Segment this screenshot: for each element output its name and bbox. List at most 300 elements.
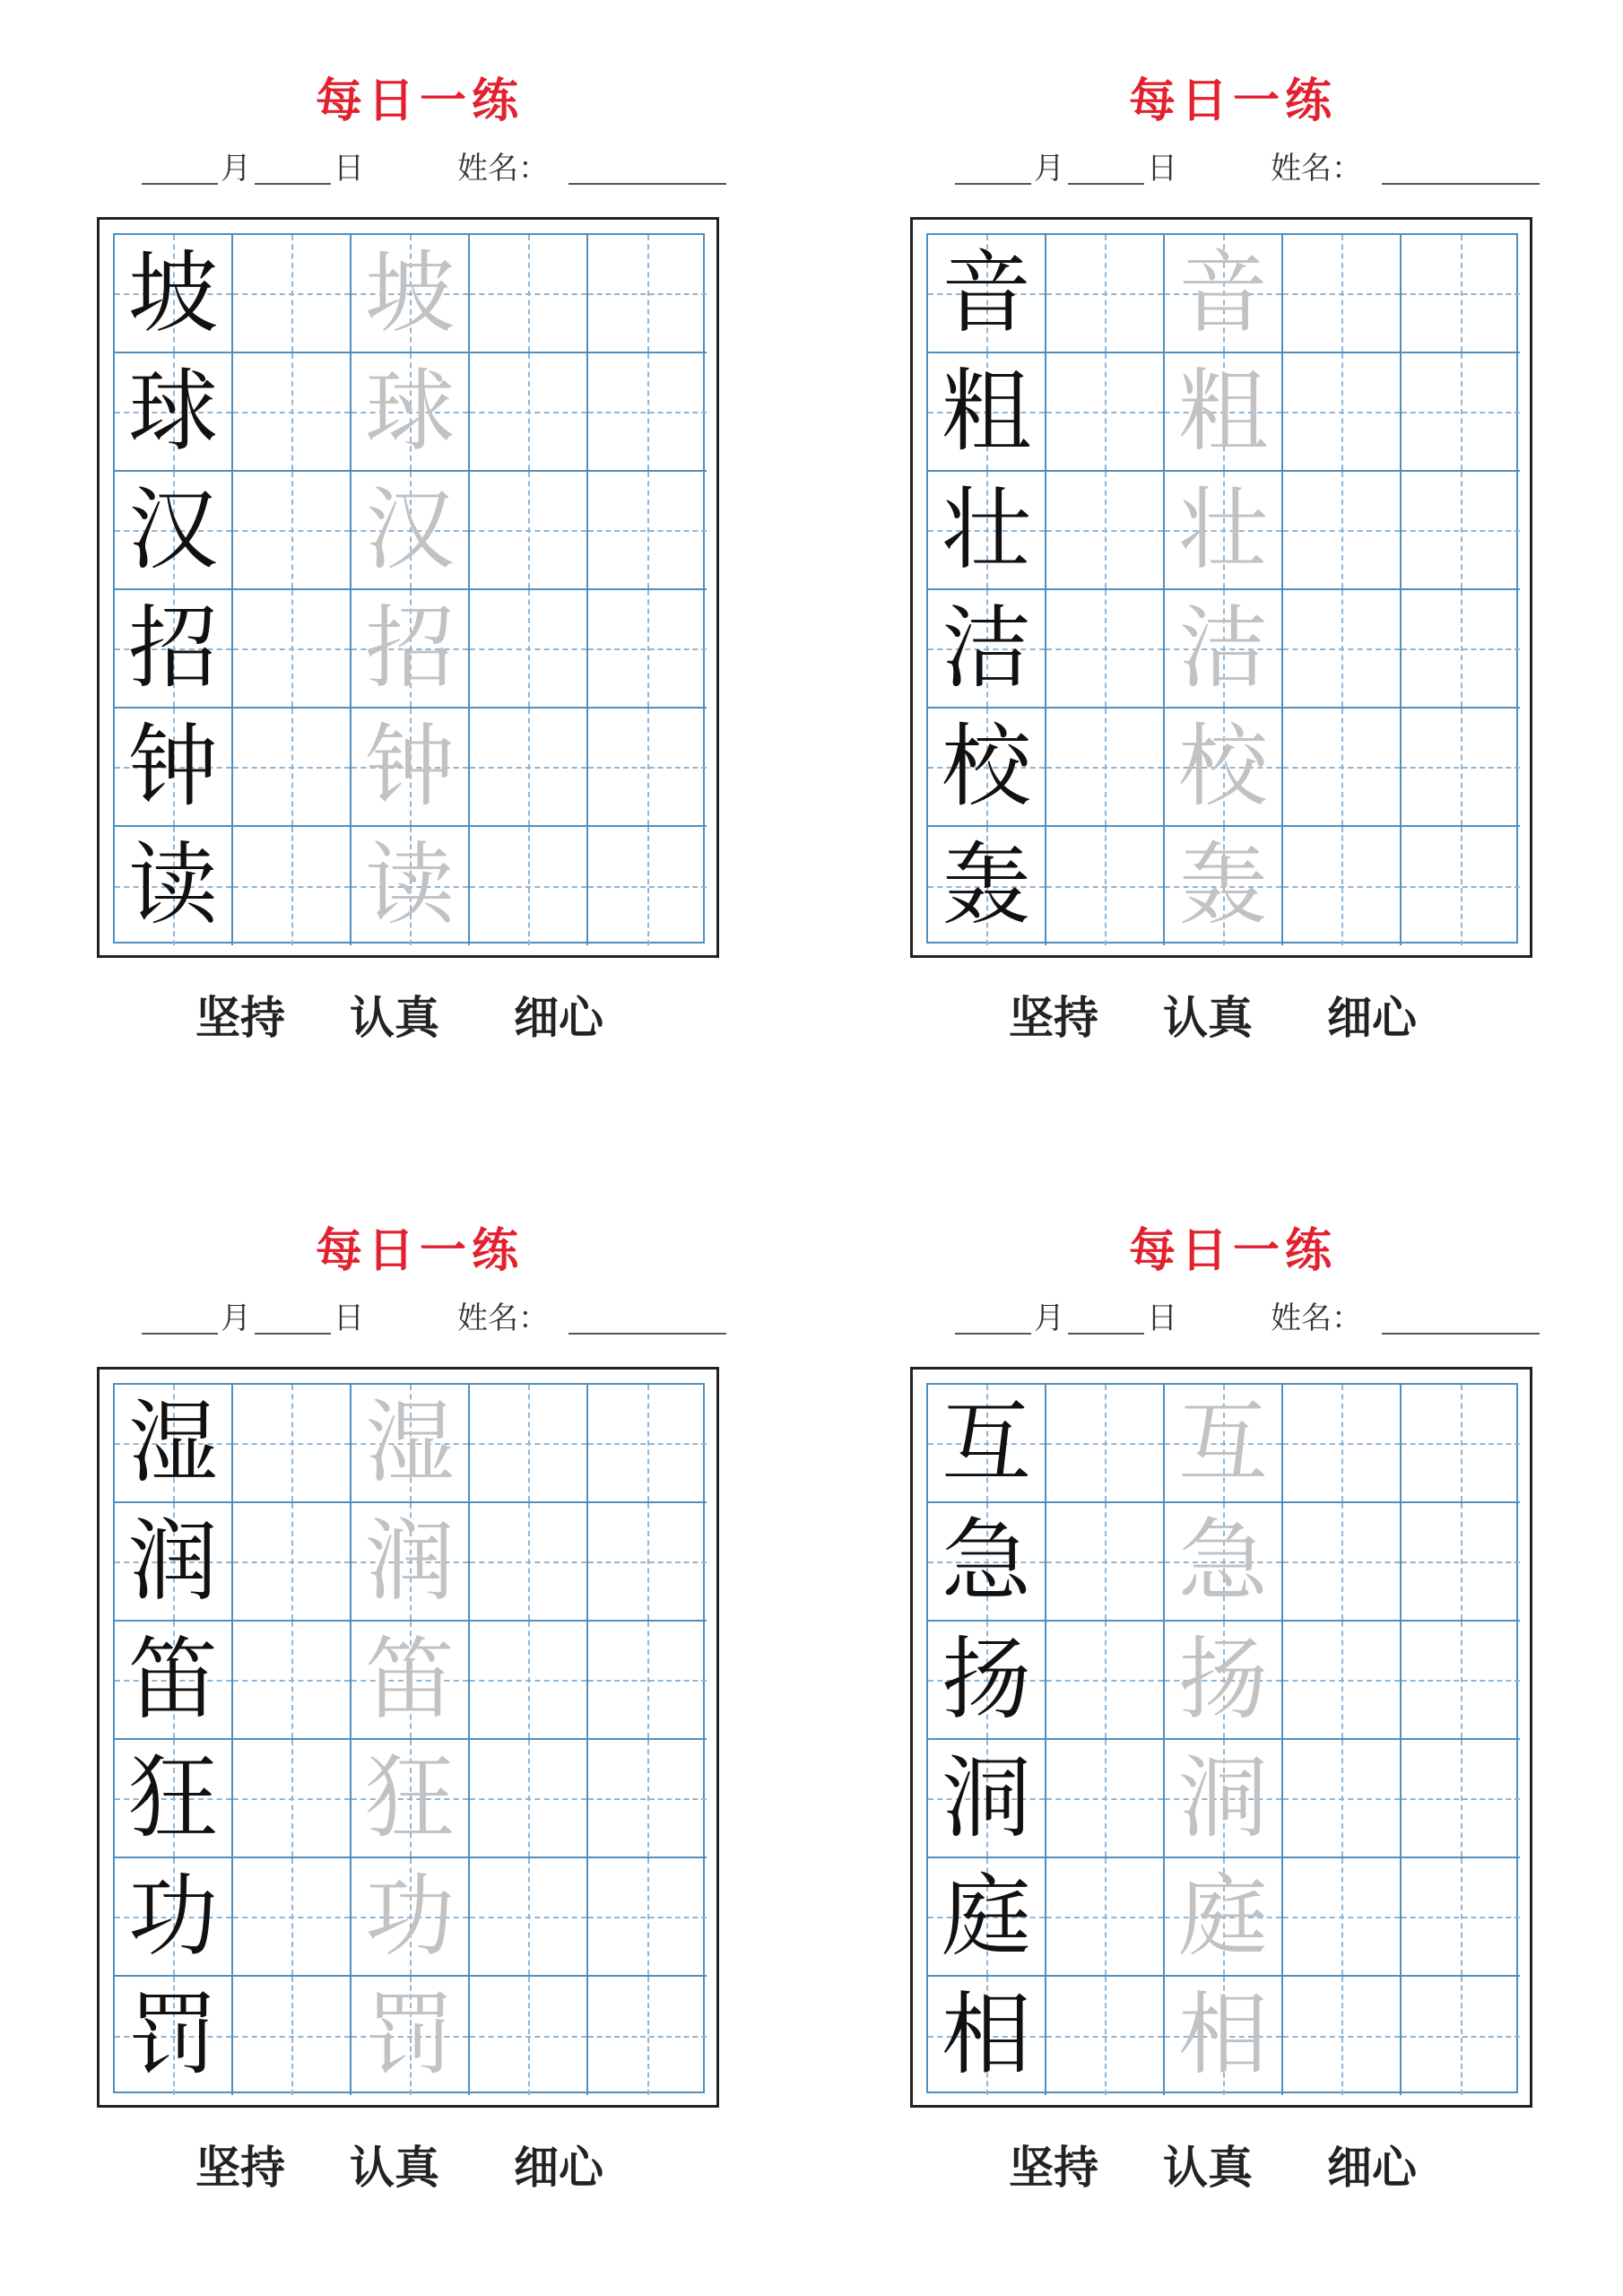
grid-cell[interactable] [928,590,1046,709]
grid-cell[interactable] [1283,235,1402,353]
motto-word: 坚持 [195,991,285,1044]
tianzige-grid [113,1383,705,2093]
trace-character: 罚 [365,1982,455,2087]
grid-cell[interactable] [115,1622,233,1740]
grid-cell[interactable] [1283,1385,1402,1503]
grid-cell[interactable] [928,353,1046,472]
trace-character: 音 [1178,240,1268,345]
dashed-guide-horizontal [1283,1798,1400,1800]
grid-cell[interactable] [1046,1740,1165,1858]
grid-cell[interactable] [1046,709,1165,827]
dashed-guide-horizontal [1402,2036,1520,2038]
dashed-guide-horizontal [1046,1680,1163,1682]
trace-character: 钟 [365,714,455,819]
dashed-guide-horizontal [470,293,586,295]
dashed-guide-horizontal [233,886,350,888]
grid-cell[interactable] [115,1740,233,1858]
model-character: 润 [128,1509,218,1613]
grid-cell[interactable] [1283,1858,1402,1977]
dashed-guide-horizontal [1402,293,1520,295]
trace-character: 轰 [1178,832,1268,937]
trace-character: 球 [365,359,455,464]
grid-cell[interactable] [115,1503,233,1622]
model-character: 相 [942,1982,1031,2087]
grid-cell[interactable] [470,235,588,353]
grid-cell[interactable] [115,709,233,827]
model-character: 校 [942,714,1031,819]
dashed-guide-horizontal [588,530,707,532]
grid-cell[interactable] [115,827,233,945]
day-label: 日 [334,1300,364,1336]
grid-frame [97,217,719,958]
grid-cell[interactable] [588,709,707,827]
dashed-guide-horizontal [1046,1798,1163,1800]
grid-cell[interactable] [928,1503,1046,1622]
dashed-guide-horizontal [1283,767,1400,769]
dashed-guide-horizontal [1283,412,1400,413]
trace-character: 读 [365,832,455,937]
trace-character: 坡 [365,240,455,345]
model-character: 壮 [942,477,1031,582]
grid-cell[interactable] [233,1503,352,1622]
grid-cell[interactable] [1046,353,1165,472]
day-label: 日 [334,151,364,187]
trace-character: 壮 [1178,477,1268,582]
grid-cell[interactable] [352,827,470,945]
practice-sheet [910,1150,1556,2262]
motto-line [910,987,1532,1049]
grid-cell[interactable] [1402,353,1520,472]
grid-cell[interactable] [470,1622,588,1740]
trace-character: 狂 [365,1745,455,1850]
grid-cell[interactable] [588,1977,707,2095]
motto-word: 坚持 [195,2141,285,2194]
month-label: 月 [221,1300,251,1336]
grid-cell[interactable] [1283,1740,1402,1858]
grid-cell[interactable] [1046,1503,1165,1622]
grid-cell[interactable] [1283,590,1402,709]
grid-cell[interactable] [588,1858,707,1977]
grid-cell[interactable] [1283,709,1402,827]
model-character: 庭 [942,1864,1031,1969]
grid-cell[interactable] [1165,709,1283,827]
dashed-guide-horizontal [1402,1680,1520,1682]
month-label: 月 [1034,151,1064,187]
grid-cell[interactable] [1165,1977,1283,2095]
grid-cell[interactable] [1046,472,1165,590]
grid-cell[interactable] [233,353,352,472]
model-character: 读 [128,832,218,937]
dashed-guide-horizontal [1046,1443,1163,1445]
day-blank[interactable] [1068,1331,1144,1335]
dashed-guide-horizontal [470,1561,586,1563]
trace-character: 笛 [365,1627,455,1732]
grid-cell[interactable] [1402,709,1520,827]
dashed-guide-horizontal [1046,2036,1163,2038]
model-character: 笛 [128,1627,218,1732]
grid-cell[interactable] [470,590,588,709]
sheet-title: 每日一练 [315,74,524,128]
name-blank[interactable] [568,181,726,185]
dashed-guide-horizontal [588,293,707,295]
grid-cell[interactable] [588,1503,707,1622]
grid-cell[interactable] [352,590,470,709]
motto-word: 细心 [1327,2141,1417,2194]
trace-character: 庭 [1178,1864,1268,1969]
trace-character: 湿 [365,1390,455,1495]
dashed-guide-horizontal [588,767,707,769]
grid-cell[interactable] [1165,1622,1283,1740]
trace-character: 急 [1178,1509,1268,1613]
dashed-guide-horizontal [1046,412,1163,413]
grid-cell[interactable] [470,472,588,590]
grid-cell[interactable] [588,827,707,945]
motto-word: 认真 [1163,991,1253,1044]
tianzige-grid [113,233,705,944]
grid-cell[interactable] [233,709,352,827]
dashed-guide-horizontal [1046,293,1163,295]
dashed-guide-horizontal [1283,530,1400,532]
dashed-guide-horizontal [233,648,350,650]
model-character: 罚 [128,1982,218,2087]
dashed-guide-horizontal [588,1917,707,1918]
grid-cell[interactable] [1402,235,1520,353]
dashed-guide-horizontal [470,767,586,769]
grid-cell[interactable] [470,1977,588,2095]
sheet-title: 每日一练 [1128,74,1337,128]
grid-cell[interactable] [1283,353,1402,472]
grid-frame [910,1367,1532,2108]
dashed-guide-horizontal [588,886,707,888]
motto-line [97,2136,719,2199]
motto-word: 坚持 [1009,991,1098,1044]
grid-cell[interactable] [115,590,233,709]
model-character: 球 [128,359,218,464]
dashed-guide-horizontal [588,2036,707,2038]
trace-character: 洞 [1178,1745,1268,1850]
dashed-guide-horizontal [233,1443,350,1445]
month-blank[interactable] [955,1331,1031,1335]
model-character: 功 [128,1864,218,1969]
name-blank[interactable] [568,1331,726,1335]
grid-cell[interactable] [1046,827,1165,945]
grid-cell[interactable] [1165,1740,1283,1858]
dashed-guide-horizontal [470,648,586,650]
grid-cell[interactable] [233,827,352,945]
grid-cell[interactable] [1165,590,1283,709]
grid-cell[interactable] [1165,235,1283,353]
model-character: 扬 [942,1627,1031,1732]
month-label: 月 [1034,1300,1064,1336]
dashed-guide-horizontal [233,530,350,532]
grid-cell[interactable] [352,1858,470,1977]
dashed-guide-horizontal [588,1443,707,1445]
day-label: 日 [1147,1300,1177,1336]
grid-cell[interactable] [115,472,233,590]
dashed-guide-horizontal [1283,293,1400,295]
dashed-guide-horizontal [1402,767,1520,769]
grid-cell[interactable] [470,1503,588,1622]
motto-word: 细心 [514,2141,603,2194]
grid-cell[interactable] [1402,590,1520,709]
dashed-guide-horizontal [1402,1917,1520,1918]
dashed-guide-horizontal [470,412,586,413]
model-character: 钟 [128,714,218,819]
dashed-guide-horizontal [1283,648,1400,650]
dashed-guide-horizontal [1046,1917,1163,1918]
model-character: 洁 [942,596,1031,700]
dashed-guide-horizontal [1283,1680,1400,1682]
grid-cell[interactable] [470,1858,588,1977]
motto-line [910,2136,1532,2199]
grid-cell[interactable] [1402,1503,1520,1622]
name-blank[interactable] [1382,181,1540,185]
dashed-guide-horizontal [1046,530,1163,532]
grid-cell[interactable] [1402,1740,1520,1858]
dashed-guide-horizontal [470,1917,586,1918]
dashed-guide-horizontal [1283,1561,1400,1563]
grid-cell[interactable] [1046,1385,1165,1503]
grid-cell[interactable] [352,472,470,590]
grid-cell[interactable] [1402,1622,1520,1740]
grid-cell[interactable] [588,472,707,590]
trace-character: 相 [1178,1982,1268,2087]
model-character: 汉 [128,477,218,582]
grid-cell[interactable] [928,1858,1046,1977]
grid-cell[interactable] [233,472,352,590]
trace-character: 粗 [1178,359,1268,464]
grid-cell[interactable] [115,1977,233,2095]
motto-word: 认真 [350,2141,439,2194]
grid-cell[interactable] [928,235,1046,353]
grid-cell[interactable] [470,353,588,472]
model-character: 音 [942,240,1031,345]
grid-cell[interactable] [1046,235,1165,353]
dashed-guide-horizontal [588,1798,707,1800]
motto-word: 认真 [1163,2141,1253,2194]
dashed-guide-horizontal [233,1561,350,1563]
name-label: 姓名： [457,1300,549,1336]
grid-cell[interactable] [588,1740,707,1858]
model-character: 招 [128,596,218,700]
grid-cell[interactable] [1402,1858,1520,1977]
sheet-title: 每日一练 [1128,1223,1337,1278]
dashed-guide-horizontal [1402,412,1520,413]
grid-cell[interactable] [1402,827,1520,945]
grid-cell[interactable] [928,1740,1046,1858]
grid-cell[interactable] [1283,1503,1402,1622]
dashed-guide-horizontal [470,886,586,888]
grid-cell[interactable] [588,590,707,709]
tianzige-grid [926,233,1518,944]
motto-line [97,987,719,1049]
name-label: 姓名： [457,151,549,187]
name-label: 姓名： [1271,151,1362,187]
trace-character: 功 [365,1864,455,1969]
grid-cell[interactable] [352,353,470,472]
dashed-guide-horizontal [1402,530,1520,532]
grid-frame [97,1367,719,2108]
dashed-guide-horizontal [1046,1561,1163,1563]
date-name-line [142,1299,733,1338]
dashed-guide-horizontal [233,1680,350,1682]
grid-cell[interactable] [928,709,1046,827]
name-blank[interactable] [1382,1331,1540,1335]
grid-cell[interactable] [928,827,1046,945]
grid-cell[interactable] [233,1977,352,2095]
dashed-guide-horizontal [470,1680,586,1682]
grid-cell[interactable] [928,472,1046,590]
grid-cell[interactable] [928,1385,1046,1503]
day-blank[interactable] [255,1331,331,1335]
motto-word: 认真 [350,991,439,1044]
motto-word: 细心 [514,991,603,1044]
date-name-line [142,149,733,188]
grid-cell[interactable] [233,1858,352,1977]
dashed-guide-horizontal [233,767,350,769]
dashed-guide-horizontal [588,412,707,413]
trace-character: 校 [1178,714,1268,819]
trace-character: 汉 [365,477,455,582]
dashed-guide-horizontal [588,1680,707,1682]
grid-cell[interactable] [352,1385,470,1503]
grid-cell[interactable] [1402,1977,1520,2095]
dashed-guide-horizontal [1402,648,1520,650]
grid-cell[interactable] [1046,1858,1165,1977]
dashed-guide-horizontal [588,1561,707,1563]
motto-word: 细心 [1327,991,1417,1044]
trace-character: 洁 [1178,596,1268,700]
trace-character: 扬 [1178,1627,1268,1732]
grid-cell[interactable] [352,1977,470,2095]
model-character: 急 [942,1509,1031,1613]
grid-cell[interactable] [1402,1385,1520,1503]
grid-cell[interactable] [928,1622,1046,1740]
model-character: 湿 [128,1390,218,1495]
grid-cell[interactable] [352,709,470,827]
dashed-guide-horizontal [1402,1443,1520,1445]
sheet-title: 每日一练 [315,1223,524,1278]
practice-sheet [97,0,742,1112]
dashed-guide-horizontal [233,412,350,413]
dashed-guide-horizontal [1046,648,1163,650]
grid-cell[interactable] [588,353,707,472]
dashed-guide-horizontal [1046,767,1163,769]
grid-cell[interactable] [1046,590,1165,709]
grid-cell[interactable] [1283,827,1402,945]
dashed-guide-horizontal [470,530,586,532]
grid-cell[interactable] [1165,1503,1283,1622]
grid-cell[interactable] [928,1977,1046,2095]
dashed-guide-horizontal [1283,2036,1400,2038]
trace-character: 招 [365,596,455,700]
grid-cell[interactable] [233,1622,352,1740]
dashed-guide-horizontal [233,2036,350,2038]
grid-cell[interactable] [1046,1977,1165,2095]
dashed-guide-horizontal [470,1798,586,1800]
name-label: 姓名： [1271,1300,1362,1336]
grid-cell[interactable] [115,1858,233,1977]
grid-cell[interactable] [352,1503,470,1622]
model-character: 互 [942,1390,1031,1495]
month-blank[interactable] [142,181,218,185]
dashed-guide-horizontal [233,1798,350,1800]
grid-cell[interactable] [1165,827,1283,945]
grid-cell[interactable] [352,1622,470,1740]
dashed-guide-horizontal [233,293,350,295]
practice-sheet [97,1150,742,2262]
grid-cell[interactable] [233,590,352,709]
date-name-line [955,1299,1547,1338]
grid-cell[interactable] [1283,1622,1402,1740]
tianzige-grid [926,1383,1518,2093]
grid-cell[interactable] [1402,472,1520,590]
dashed-guide-horizontal [233,1917,350,1918]
grid-cell[interactable] [1165,472,1283,590]
month-label: 月 [221,151,251,187]
dashed-guide-horizontal [470,2036,586,2038]
grid-cell[interactable] [352,1740,470,1858]
model-character: 狂 [128,1745,218,1850]
grid-cell[interactable] [1283,472,1402,590]
model-character: 轰 [942,832,1031,937]
grid-cell[interactable] [1046,1622,1165,1740]
dashed-guide-horizontal [1283,1443,1400,1445]
model-character: 坡 [128,240,218,345]
grid-cell[interactable] [470,1385,588,1503]
dashed-guide-horizontal [1046,886,1163,888]
date-name-line [955,149,1547,188]
practice-sheet [910,0,1556,1112]
dashed-guide-horizontal [1402,886,1520,888]
trace-character: 润 [365,1509,455,1613]
grid-cell[interactable] [588,1622,707,1740]
motto-word: 坚持 [1009,2141,1098,2194]
grid-cell[interactable] [115,353,233,472]
dashed-guide-horizontal [1283,1917,1400,1918]
grid-cell[interactable] [470,709,588,827]
month-blank[interactable] [955,181,1031,185]
grid-cell[interactable] [115,235,233,353]
grid-cell[interactable] [1165,353,1283,472]
day-label: 日 [1147,151,1177,187]
grid-cell[interactable] [233,235,352,353]
grid-cell[interactable] [1165,1385,1283,1503]
dashed-guide-horizontal [588,648,707,650]
trace-character: 互 [1178,1390,1268,1495]
model-character: 洞 [942,1745,1031,1850]
grid-cell[interactable] [1283,1977,1402,2095]
grid-cell[interactable] [1165,1858,1283,1977]
dashed-guide-horizontal [1402,1561,1520,1563]
month-blank[interactable] [142,1331,218,1335]
grid-cell[interactable] [233,1740,352,1858]
grid-cell[interactable] [115,1385,233,1503]
grid-cell[interactable] [470,827,588,945]
dashed-guide-horizontal [470,1443,586,1445]
grid-frame [910,217,1532,958]
grid-cell[interactable] [233,1385,352,1503]
model-character: 粗 [942,359,1031,464]
grid-cell[interactable] [470,1740,588,1858]
grid-cell[interactable] [588,1385,707,1503]
dashed-guide-horizontal [1402,1798,1520,1800]
grid-cell[interactable] [352,235,470,353]
day-blank[interactable] [255,181,331,185]
grid-cell[interactable] [588,235,707,353]
dashed-guide-horizontal [1283,886,1400,888]
day-blank[interactable] [1068,181,1144,185]
